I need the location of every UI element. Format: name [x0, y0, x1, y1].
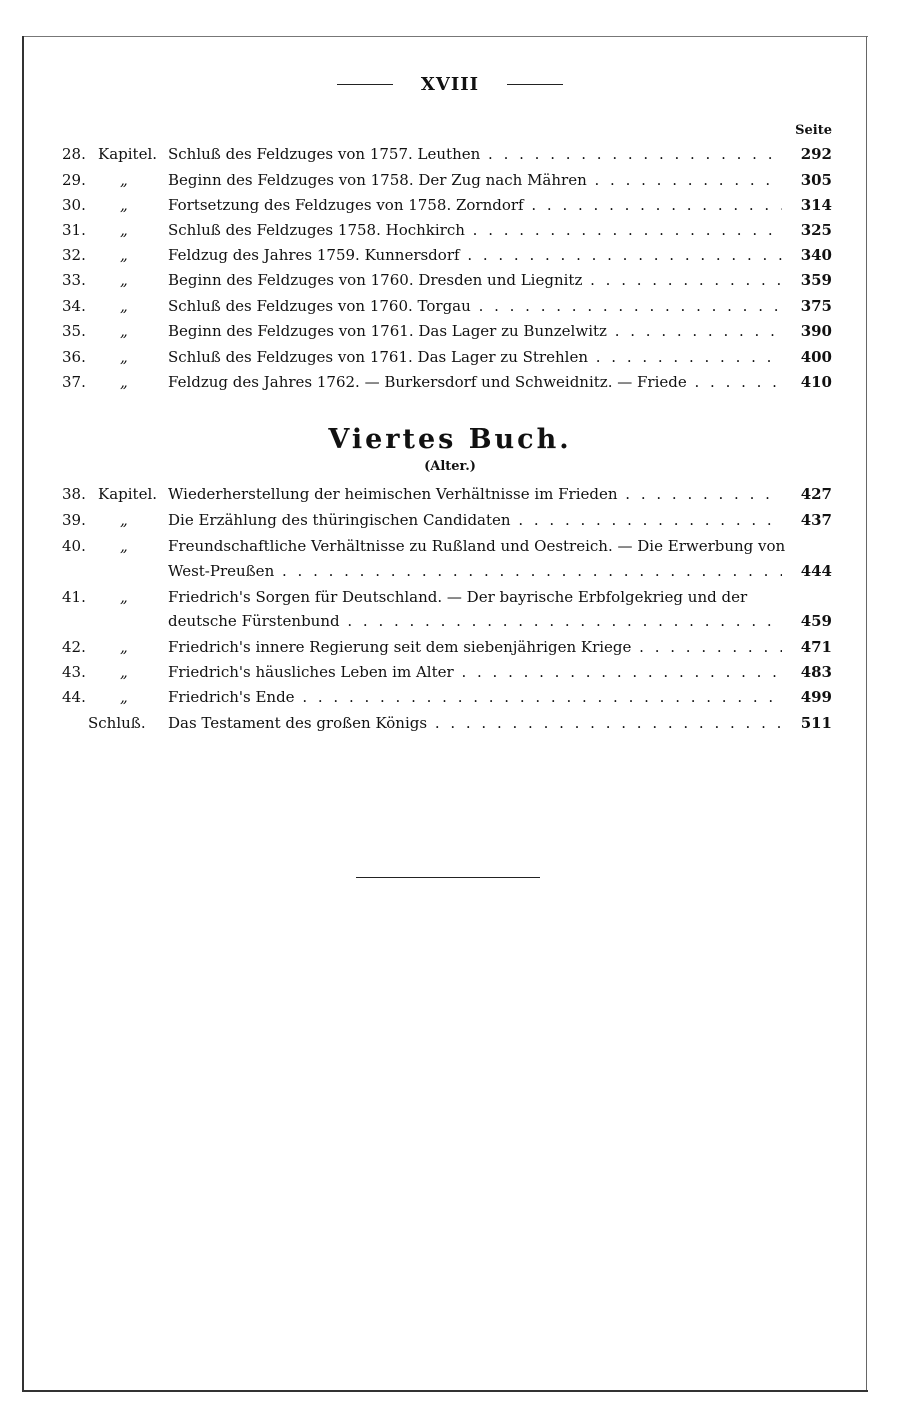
- toc-entry: [0, 535, 900, 561]
- page-number-ref: 292: [800, 145, 832, 163]
- ditto-mark: „: [120, 588, 128, 606]
- page-number-ref: 459: [800, 612, 832, 630]
- toc-entry: [0, 320, 900, 346]
- conclusion-label: Schluß.: [88, 714, 146, 732]
- toc-entry: [0, 143, 900, 169]
- toc-entry: [0, 194, 900, 220]
- chapter-number: 41.: [62, 588, 86, 606]
- chapter-title: Friedrich's innere Regierung seit dem siebenjährigen Kriege . . .: [168, 636, 782, 658]
- book-title: Viertes Buch.: [328, 424, 572, 455]
- chapter-label: Kapitel.: [98, 145, 158, 163]
- page-number-ref: 471: [800, 638, 832, 656]
- toc-entry: [0, 295, 900, 321]
- toc-entry-continuation: [0, 560, 900, 586]
- ditto-mark: „: [120, 271, 128, 289]
- chapter-number: 36.: [62, 348, 86, 366]
- ditto-mark: „: [120, 373, 128, 391]
- chapter-label: Kapitel.: [98, 485, 158, 503]
- chapter-title-line1: Friedrich's Sorgen für Deutschland. — Der bayrische Erbfolgekrieg und der: [168, 588, 748, 606]
- chapter-number: 42.: [62, 638, 86, 656]
- toc-entry-conclusion: [0, 712, 900, 738]
- page-number-ref: 375: [800, 297, 832, 315]
- ditto-mark: „: [120, 348, 128, 366]
- chapter-title: West-Preußen . . .: [168, 560, 782, 582]
- header-rule-left: [337, 84, 393, 85]
- ditto-mark: „: [120, 171, 128, 189]
- ditto-mark: „: [120, 511, 128, 529]
- chapter-title: Friedrich's Ende . . .: [168, 686, 782, 708]
- ditto-mark: „: [120, 196, 128, 214]
- ditto-mark: „: [120, 663, 128, 681]
- page-number-ref: 483: [800, 663, 832, 681]
- chapter-number: 37.: [62, 373, 86, 391]
- page-number-ref: 325: [800, 221, 832, 239]
- chapter-number: 44.: [62, 688, 86, 706]
- chapter-number: 32.: [62, 246, 86, 264]
- chapter-title: Schluß des Feldzuges von 1760. Torgau . . .: [168, 295, 782, 317]
- chapter-number: 31.: [62, 221, 86, 239]
- ditto-mark: „: [120, 638, 128, 656]
- toc-entry: [0, 686, 900, 712]
- page-number-ref: 340: [800, 246, 832, 264]
- chapter-number: 28.: [62, 145, 86, 163]
- page-column-label: Seite: [795, 123, 832, 138]
- ditto-mark: „: [120, 537, 128, 555]
- toc-entry: [0, 219, 900, 245]
- chapter-title: Wiederherstellung der heimischen Verhältnisse im Frieden . . .: [168, 483, 782, 505]
- page-number-ref: 427: [800, 485, 832, 503]
- page-number-ref: 390: [800, 322, 832, 340]
- page-number-ref: 400: [800, 348, 832, 366]
- page-header: [0, 74, 900, 95]
- chapter-number: 29.: [62, 171, 86, 189]
- ditto-mark: „: [120, 221, 128, 239]
- page-number-ref: 499: [800, 688, 832, 706]
- chapter-title-line1: Freundschaftliche Verhältnisse zu Rußland und Oestreich. — Die Erwerbung von: [168, 537, 786, 555]
- chapter-number: 30.: [62, 196, 86, 214]
- toc-entry: [0, 483, 900, 509]
- page-number-ref: 305: [800, 171, 832, 189]
- toc-entry: [0, 244, 900, 270]
- toc-entry: [0, 371, 900, 397]
- end-rule: [356, 877, 540, 878]
- page-number-ref: 410: [800, 373, 832, 391]
- chapter-title: Beginn des Feldzuges von 1761. Das Lager zu Bunzelwitz . . .: [168, 320, 782, 342]
- toc-entry: [0, 346, 900, 372]
- page-border-bottom: [22, 1390, 868, 1392]
- page-number-ref: 511: [800, 714, 832, 732]
- page-number: XVIII: [420, 74, 480, 95]
- chapter-title: Feldzug des Jahres 1759. Kunnersdorf . . .: [168, 244, 782, 266]
- chapter-title: Die Erzählung des thüringischen Candidaten . . .: [168, 509, 782, 531]
- chapter-number: 40.: [62, 537, 86, 555]
- ditto-mark: „: [120, 246, 128, 264]
- book-subtitle: (Alter.): [424, 459, 476, 474]
- chapter-number: 35.: [62, 322, 86, 340]
- toc-entry: [0, 661, 900, 687]
- chapter-number: 39.: [62, 511, 86, 529]
- page-number-ref: 359: [800, 271, 832, 289]
- toc-entry: [0, 269, 900, 295]
- chapter-number: 33.: [62, 271, 86, 289]
- chapter-number: 43.: [62, 663, 86, 681]
- ditto-mark: „: [120, 297, 128, 315]
- toc-entry: [0, 586, 900, 612]
- page-number-ref: 444: [800, 562, 832, 580]
- toc-entry-continuation: [0, 610, 900, 636]
- page-number-ref: 314: [800, 196, 832, 214]
- chapter-title: Schluß des Feldzuges von 1761. Das Lager zu Strehlen . . .: [168, 346, 782, 368]
- chapter-title: Schluß des Feldzuges 1758. Hochkirch . . .: [168, 219, 782, 241]
- header-rule-right: [507, 84, 563, 85]
- page-number-ref: 437: [800, 511, 832, 529]
- toc-entry: [0, 509, 900, 535]
- chapter-title: deutsche Fürstenbund . . .: [168, 610, 782, 632]
- chapter-title: Feldzug des Jahres 1762. — Burkersdorf und Schweidnitz. — Friede . . .: [168, 371, 782, 393]
- chapter-title: Beginn des Feldzuges von 1760. Dresden und Liegnitz . . .: [168, 269, 782, 291]
- chapter-title: Das Testament des großen Königs . . .: [168, 712, 782, 734]
- chapter-title: Beginn des Feldzuges von 1758. Der Zug nach Mähren . . .: [168, 169, 782, 191]
- ditto-mark: „: [120, 322, 128, 340]
- chapter-title: Fortsetzung des Feldzuges von 1758. Zorndorf . . .: [168, 194, 782, 216]
- toc-entry: [0, 636, 900, 662]
- page-border-top: [22, 36, 868, 37]
- ditto-mark: „: [120, 688, 128, 706]
- chapter-number: 34.: [62, 297, 86, 315]
- chapter-title: Schluß des Feldzuges von 1757. Leuthen . . .: [168, 143, 782, 165]
- chapter-title: Friedrich's häusliches Leben im Alter . . .: [168, 661, 782, 683]
- chapter-number: 38.: [62, 485, 86, 503]
- toc-entry: [0, 169, 900, 195]
